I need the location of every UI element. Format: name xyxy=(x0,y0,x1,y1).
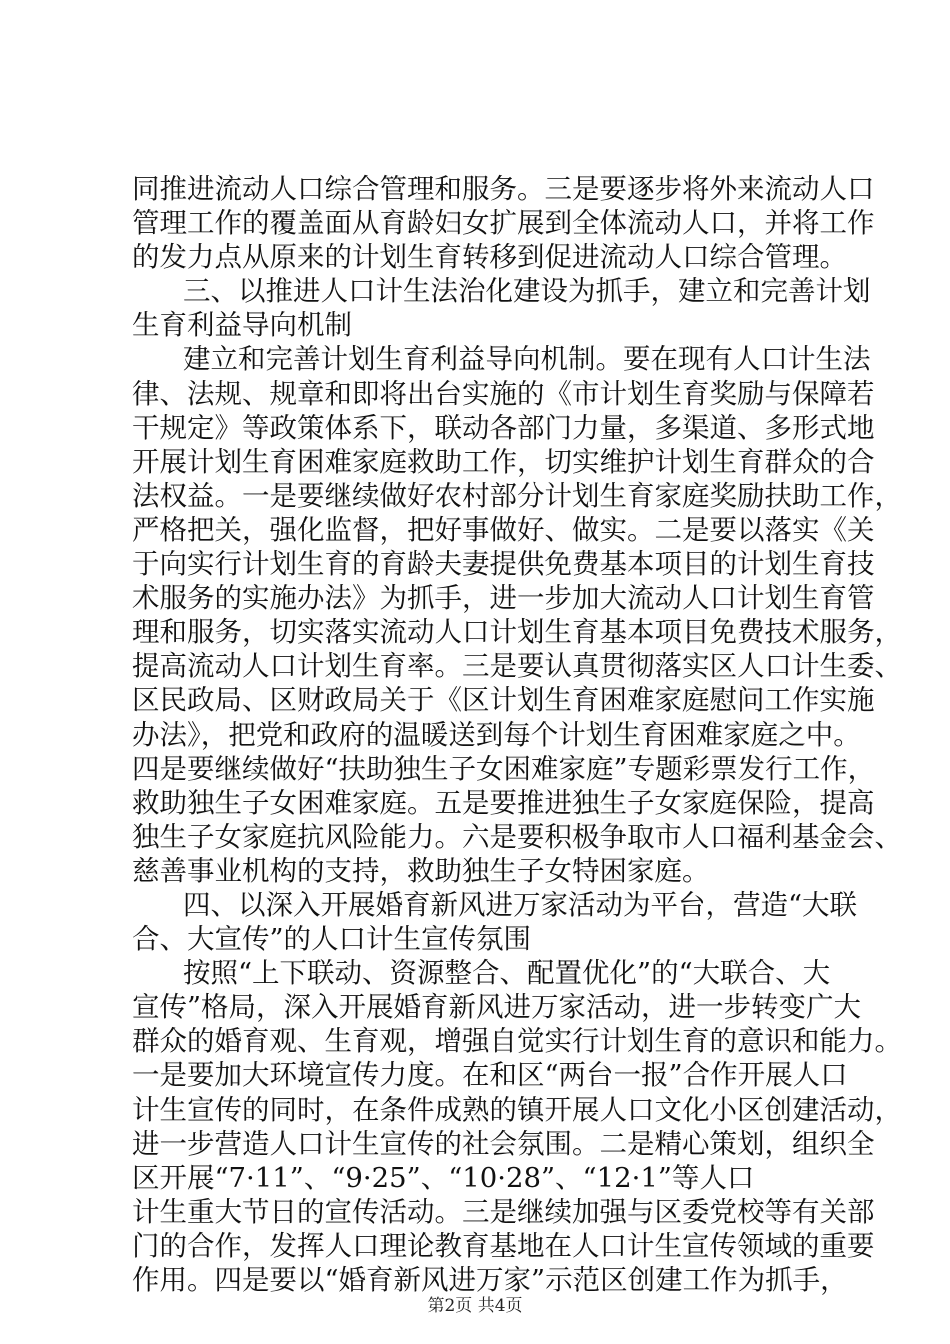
text-line: 办法》，把党和政府的温暖送到每个计划生育困难家庭之中。 xyxy=(132,718,861,751)
text-line: 开展计划生育困难家庭救助工作，切实维护计划生育群众的合 xyxy=(132,445,875,478)
section-heading-four-line: 合、大宣传”的人口计生宣传氛围 xyxy=(132,923,532,956)
text-line: 区民政局、区财政局关于《区计划生育困难家庭慰问工作实施 xyxy=(132,684,875,717)
text-line: 计生重大节日的宣传活动。三是继续加强与区委党校等有关部 xyxy=(132,1195,875,1228)
document-body xyxy=(132,172,902,1297)
section-heading-three-line: 生育利益导向机制 xyxy=(132,309,352,342)
text-line: 提高流动人口计划生育率。三是要认真贯彻落实区人口计生委、 xyxy=(132,650,902,683)
text-line: 法权益。一是要继续做好农村部分计划生育家庭奖励扶助工作， xyxy=(132,479,902,512)
section-heading-four-line: 四、以深入开展婚育新风进万家活动为平台，营造“大联 xyxy=(183,888,858,921)
page-number-footer: 第2页 共4页 xyxy=(427,1296,523,1316)
text-line: 门的合作，发挥人口理论教育基地在人口计生宣传领域的重要 xyxy=(132,1229,875,1262)
text-line: 于向实行计划生育的育龄夫妻提供免费基本项目的计划生育技 xyxy=(132,548,875,581)
text-line: 救助独生子女困难家庭。五是要推进独生子女家庭保险，提高 xyxy=(132,786,875,819)
text-line: 一是要加大环境宣传力度。在和区“两台一报”合作开展人口 xyxy=(132,1059,848,1092)
text-line: 四是要继续做好“扶助独生子女困难家庭”专题彩票发行工作， xyxy=(132,752,876,785)
text-line: 的发力点从原来的计划生育转移到促进流动人口综合管理。 xyxy=(132,241,847,274)
paragraph-start-line: 建立和完善计划生育利益导向机制。要在现有人口计生法 xyxy=(183,343,871,376)
text-line: 律、法规、规章和即将出台实施的《市计划生育奖励与保障若 xyxy=(132,377,875,410)
text-line: 独生子女家庭抗风险能力。六是要积极争取市人口福利基金会、 xyxy=(132,820,902,853)
text-line: 管理工作的覆盖面从育龄妇女扩展到全体流动人口，并将工作 xyxy=(132,207,875,240)
text-line: 慈善事业机构的支持，救助独生子女特困家庭。 xyxy=(132,854,710,887)
text-line: 理和服务，切实落实流动人口计划生育基本项目免费技术服务， xyxy=(132,616,902,649)
text-line: 术服务的实施办法》为抓手，进一步加大流动人口计划生育管 xyxy=(132,582,875,615)
paragraph-start-line: 按照“上下联动、资源整合、配置优化”的“大联合、大 xyxy=(183,957,831,990)
text-line: 计生宣传的同时，在条件成熟的镇开展人口文化小区创建活动， xyxy=(132,1093,902,1126)
text-line: 同推进流动人口综合管理和服务。三是要逐步将外来流动人口 xyxy=(132,173,875,205)
text-line: 作用。四是要以“婚育新风进万家”示范区创建工作为抓手， xyxy=(132,1264,848,1296)
text-line: 进一步营造人口计生宣传的社会氛围。二是精心策划，组织全 xyxy=(132,1127,875,1160)
text-line: 区开展“7·11”、“9·25”、“10·28”、“12·1”等人口 xyxy=(132,1161,755,1194)
text-line: 干规定》等政策体系下，联动各部门力量，多渠道、多形式地 xyxy=(132,411,875,444)
section-heading-three-line: 三、以推进人口计生法治化建设为抓手，建立和完善计划 xyxy=(183,275,871,308)
text-line: 严格把关，强化监督，把好事做好、做实。二是要以落实《关 xyxy=(132,513,875,546)
text-line: 群众的婚育观、生育观，增强自觉实行计划生育的意识和能力。 xyxy=(132,1025,902,1058)
text-line: 宣传”格局，深入开展婚育新风进万家活动，进一步转变广大 xyxy=(132,991,862,1024)
